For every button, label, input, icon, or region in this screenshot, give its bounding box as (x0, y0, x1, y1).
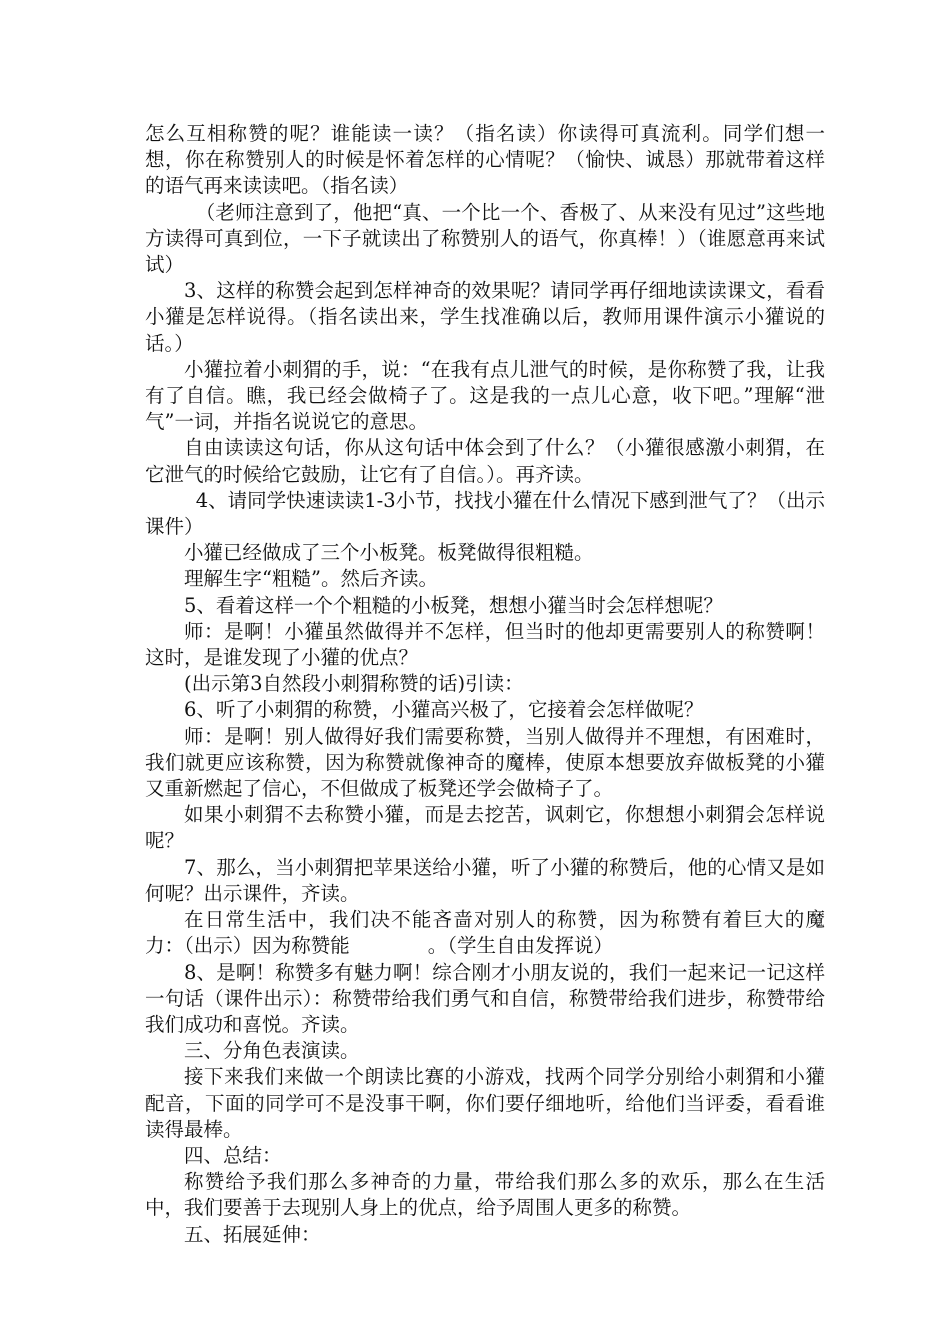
paragraph-5: 自由读读这句话，你从这句话中体会到了什么？（小獾很感激小刺猬，在它泄气的时候给它鼓励，让它有了自信。）。再齐读。 (145, 436, 825, 486)
paragraph-19: 接下来我们来做一个朗读比赛的小游戏，找两个同学分别给小刺猬和小獾配音，下面的同学可不是没事干啊，你们要仔细地听，给他们当评委，看看谁读得最棒。 (145, 1065, 825, 1141)
paragraph-3: 3、这样的称赞会起到怎样神奇的效果呢？请同学再仔细地读读课文，看看小獾是怎样说得。（指名读出来，学生找准确以后，教师用课件演示小獾说的话。） (145, 279, 825, 355)
paragraph-9: 5、看着这样一个个粗糙的小板凳，想想小獾当时会怎样想呢？ (184, 593, 723, 617)
section-heading-3: 三、分角色表演读。 (184, 1039, 360, 1063)
paragraph-11: (出示第3自然段小刺猬称赞的话)引读： (184, 672, 524, 696)
section-heading-4: 四、总结： (184, 1143, 282, 1167)
paragraph-12: 6、听了小刺猬的称赞，小獾高兴极了，它接着会怎样做呢？ (184, 698, 704, 722)
paragraph-4: 小獾拉着小刺猬的手，说：“在我有点儿泄气的时候，是你称赞了我，让我有了自信。瞧，我已经会做椅子了。这是我的一点儿心意，收下吧。”理解“泄气”一词，并指名说说它的意思。 (145, 357, 825, 434)
paragraph-1: 怎么互相称赞的呢？谁能读一读？（指名读）你读得可真流利。同学们想一想，你在称赞别人的时候是怀着怎样的心情呢？（愉快、诚恳）那就带着这样的语气再来读读吧。（指名读） (145, 122, 825, 198)
paragraph-21: 称赞给予我们那么多神奇的力量，带给我们那么多的欢乐，那么在生活中，我们要善于去现别人身上的优点，给予周围人更多的称赞。 (145, 1170, 825, 1220)
paragraph-15: 7、那么，当小刺猬把苹果送给小獾，听了小獾的称赞后，他的心情又是如何呢？出示课件，齐读。 (145, 855, 825, 905)
paragraph-6: 4、请同学快速读读1-3小节，找找小獾在什么情况下感到泄气了？（出示课件） (145, 488, 825, 539)
paragraph-16: 在日常生活中，我们决不能吝啬对别人的称赞，因为称赞有着巨大的魔力：（出示）因为称赞能 。（学生自由发挥说） (145, 908, 825, 958)
paragraph-2: （老师注意到了，他把“真、一个比一个、香极了、从来没有见过”这些地方读得可真到位，一下子就读出了称赞别人的语气，你真棒！）（谁愿意再来试试） (145, 200, 825, 277)
paragraph-13: 师：是啊！别人做得好我们需要称赞，当别人做得并不理想，有困难时，我们就更应该称赞，因为称赞就像神奇的魔棒，使原本想要放弃做板凳的小獾又重新燃起了信心，不但做成了板凳还学会做椅子了。 (145, 724, 825, 801)
paragraph-8: 理解生字“粗糙”。然后齐读。 (184, 567, 438, 591)
paragraph-7: 小獾已经做成了三个小板凳。板凳做得很粗糙。 (184, 541, 594, 565)
paragraph-17: 8、是啊！称赞多有魅力啊！综合刚才小朋友说的，我们一起来记一记这样一句话（课件出示）：称赞带给我们勇气和自信，称赞带给我们进步，称赞带给我们成功和喜悦。齐读。 (145, 960, 825, 1036)
paragraph-14: 如果小刺猬不去称赞小獾，而是去挖苦，讽刺它，你想想小刺猬会怎样说呢？ (145, 803, 825, 853)
section-heading-5: 五、拓展延伸： (184, 1222, 321, 1246)
paragraph-10: 师：是啊！小獾虽然做得并不怎样，但当时的他却更需要别人的称赞啊！这时，是谁发现了小獾的优点？ (145, 619, 825, 670)
document-body (145, 121, 825, 1248)
